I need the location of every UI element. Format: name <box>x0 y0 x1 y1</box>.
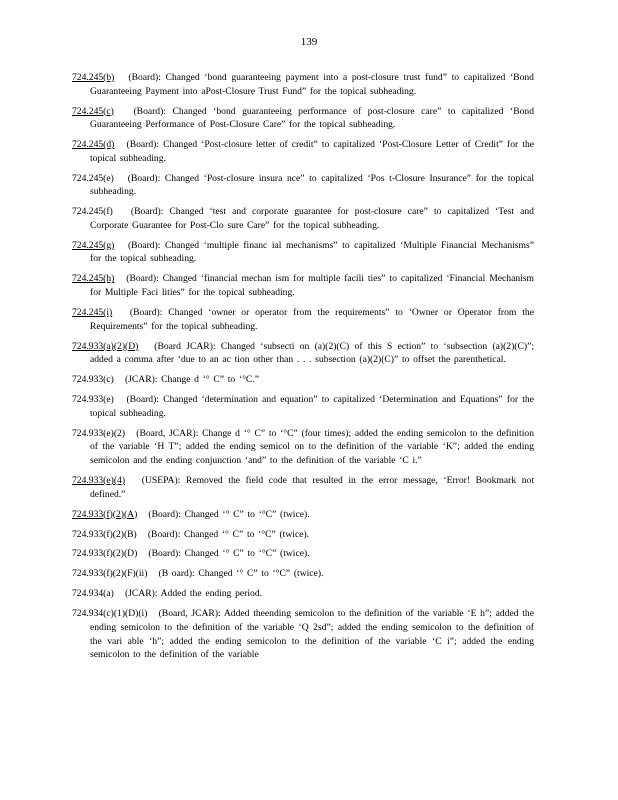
entry-text: (Board): Changed ‘multiple financ ial mechanisms” to capitalized ‘Multiple Financial Mechanisms” for the topical subheading. <box>90 239 534 265</box>
entry-text: (Board): Changed ‘bond guaranteeing payment into a post-closure trust fund” to capitalized ‘Bond Guaranteeing Payment into aPost-Closure Trust Fund” for the topical subheading. <box>90 72 534 97</box>
entry-text: (Board): Changed ‘° C” to ‘°C” (twice). <box>148 548 310 560</box>
entry-text: (Board): Changed ‘determination and equation” to capitalized ‘Determination and Equations” for the topical subheading. <box>90 394 534 419</box>
section-citation: 724.245(c) <box>72 105 114 117</box>
page-number: 139 <box>300 36 318 48</box>
section-citation: 724.245(i) <box>72 307 113 319</box>
section-citation: 724.245(h) <box>72 273 115 285</box>
entry-text: (B oard): Changed ‘° C” to ‘°C” (twice). <box>158 568 324 580</box>
errata-entry <box>72 71 534 98</box>
errata-entry <box>72 172 534 199</box>
section-citation: 724.933(f)(2)(D) <box>72 548 138 560</box>
section-citation: 724.933(a)(2)(D) <box>72 340 139 352</box>
entry-text: (Board): Changed ‘bond guaranteeing performance of post-closure care” to capitalized ‘Bond Guaranteeing Performance of Post-Closure Care” for the topical subheading. <box>90 105 534 131</box>
errata-entry <box>72 105 534 132</box>
errata-entry <box>72 474 534 501</box>
entry-text: (Board): Changed ‘° C” to ‘°C” (twice). <box>148 508 310 520</box>
entry-text: (Board): Changed ‘Post-closure insura nce” to capitalized ‘Pos t-Closure Insurance” for the topical subheading. <box>90 172 534 198</box>
errata-entry <box>72 205 534 232</box>
entry-text: (JCAR): Change d ‘° C” to ‘°C.” <box>124 374 259 386</box>
errata-entry <box>72 239 534 266</box>
section-citation: 724.245(b) <box>72 72 115 83</box>
section-citation: 724.245(e) <box>72 172 114 184</box>
entry-text: (Board): Changed ‘Post-closure letter of credit” to capitalized ‘Post-Closure Letter of Credit” for the topical subheading. <box>90 139 534 164</box>
errata-entry <box>72 547 534 561</box>
errata-entry <box>72 567 534 581</box>
entry-text: (USEPA): Removed the field code that resulted in the error message, ‘Error! Bookmark not defined.” <box>90 474 534 500</box>
errata-entry <box>72 607 534 661</box>
errata-entry <box>72 508 534 522</box>
section-citation: 724.934(c)(1)(D)(i) <box>72 608 148 620</box>
document-body <box>72 71 534 668</box>
section-citation: 724.933(e) <box>72 394 114 406</box>
section-citation: 724.933(f)(2)(A) <box>72 508 138 520</box>
errata-entry <box>72 587 534 601</box>
section-citation: 724.245(d) <box>72 139 115 151</box>
section-citation: 724.245(f) <box>72 206 113 218</box>
errata-entry <box>72 306 534 333</box>
entry-text: (Board): Changed ‘° C” to ‘°C” (twice). <box>147 528 310 540</box>
entry-text: (Board): Changed ‘test and corporate guarantee for post-closure care” to capitalized ‘Test and Corporate Guarantee for Post-Clo sure Care” for the topical subheading. <box>90 206 534 231</box>
entry-text: (JCAR): Added the ending period. <box>124 588 263 600</box>
section-citation: 724.933(f)(2)(B) <box>72 528 137 540</box>
section-citation: 724.245(g) <box>72 239 115 251</box>
section-citation: 724.933(c) <box>72 374 114 386</box>
entry-text: (Board, JCAR): Change d ‘° C” to ‘°C” (four times); added the ending semicolon to the definition of the variable ‘H T”; added the ending semicol on to the definition of the variable ‘K”; added the ending semicolon and the ending conjunction ‘and” to the definition of the variable ‘C i.” <box>90 427 534 466</box>
errata-entry <box>72 373 534 387</box>
entry-text: (Board JCAR): Changed ‘subsecti on (a)(2)(C) of this S ection” to ‘subsection (a)(2)(C)”; added a comma after ‘due to an ac tion other than . . . subsection (a)(2)(C)” to offset the parenthetical. <box>90 340 534 366</box>
errata-entry <box>72 528 534 542</box>
errata-entry <box>72 138 534 165</box>
entry-text: (Board): Changed ‘financial mechan ism for multiple facili ties” to capitalized ‘Financial Mechanism for Multiple Faci lities” for the topical subheading. <box>90 273 534 299</box>
errata-entry <box>72 272 534 299</box>
errata-entry <box>72 393 534 420</box>
entry-text: (Board): Changed ‘owner or operator from the requirements” to ‘Owner or Operator from the Requirements” for the topical subheading. <box>90 307 534 332</box>
errata-entry <box>72 340 534 367</box>
errata-entry <box>72 427 534 468</box>
section-citation: 724.933(e)(4) <box>72 474 126 486</box>
section-citation: 724.934(a) <box>72 588 114 600</box>
section-citation: 724.933(e)(2) <box>72 427 126 439</box>
entry-text: (Board, JCAR): Added theending semicolon to the definition of the variable ‘E h”; added the ending semicolon to the definition of the variable ‘Q 2sd”; added the ending semicolon to the definition of the vari able ‘h”; added the ending semicolon to the definition of the variable ‘C i”; added the ending semicolon to the definition of the variable <box>90 608 534 661</box>
section-citation: 724.933(f)(2)(F)(ii) <box>72 568 148 580</box>
